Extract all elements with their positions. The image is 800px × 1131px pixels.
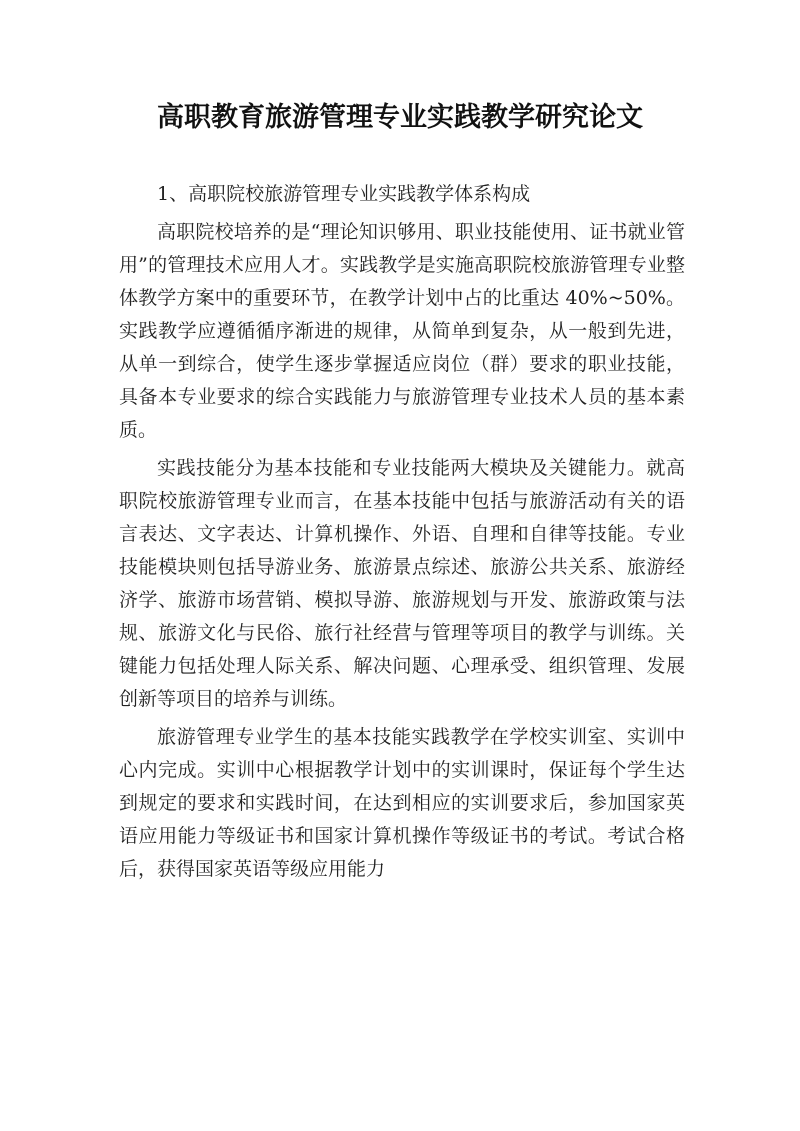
paragraph-2: 实践技能分为基本技能和专业技能两大模块及关键能力。就高职院校旅游管理专业而言，在基本技能中包括与旅游活动有关的语言表达、文字表达、计算机操作、外语、自理和自律等技能。专业技能模块则包括导游业务、旅游景点综述、旅游公共关系、旅游经济学、旅游市场营销、模拟导游、旅游规划与开发、旅游政策与法规、旅游文化与民俗、旅行社经营与管理等项目的教学与训练。关键能力包括处理人际关系、解决问题、心理承受、组织管理、发展创新等项目的培养与训练。	[119, 457, 685, 710]
section-heading: 1、高职院校旅游管理专业实践教学体系构成	[157, 183, 531, 205]
paragraph-3: 旅游管理专业学生的基本技能实践教学在学校实训室、实训中心内完成。实训中心根据教学计划中的实训课时，保证每个学生达到规定的要求和实践时间，在达到相应的实训要求后，参加国家英语应用能力等级证书和国家计算机操作等级证书的考试。考试合格后，获得国家英语等级应用能力	[119, 726, 685, 880]
paragraph-1: 高职院校培养的是“理论知识够用、职业技能使用、证书就业管用”的管理技术应用人才。实践教学是实施高职院校旅游管理专业整体教学方案中的重要环节，在教学计划中占的比重达 40%~50%。实践教学应遵循循序渐进的规律，从简单到复杂，从一般到先进，从单一到综合，使学生逐步掌握适应岗位（群）要求的职业技能，具备本专业要求的综合实践能力与旅游管理专业技术人员的基本素质。	[119, 221, 685, 441]
document-title: 高职教育旅游管理专业实践教学研究论文	[157, 102, 643, 133]
document-body	[119, 178, 685, 891]
